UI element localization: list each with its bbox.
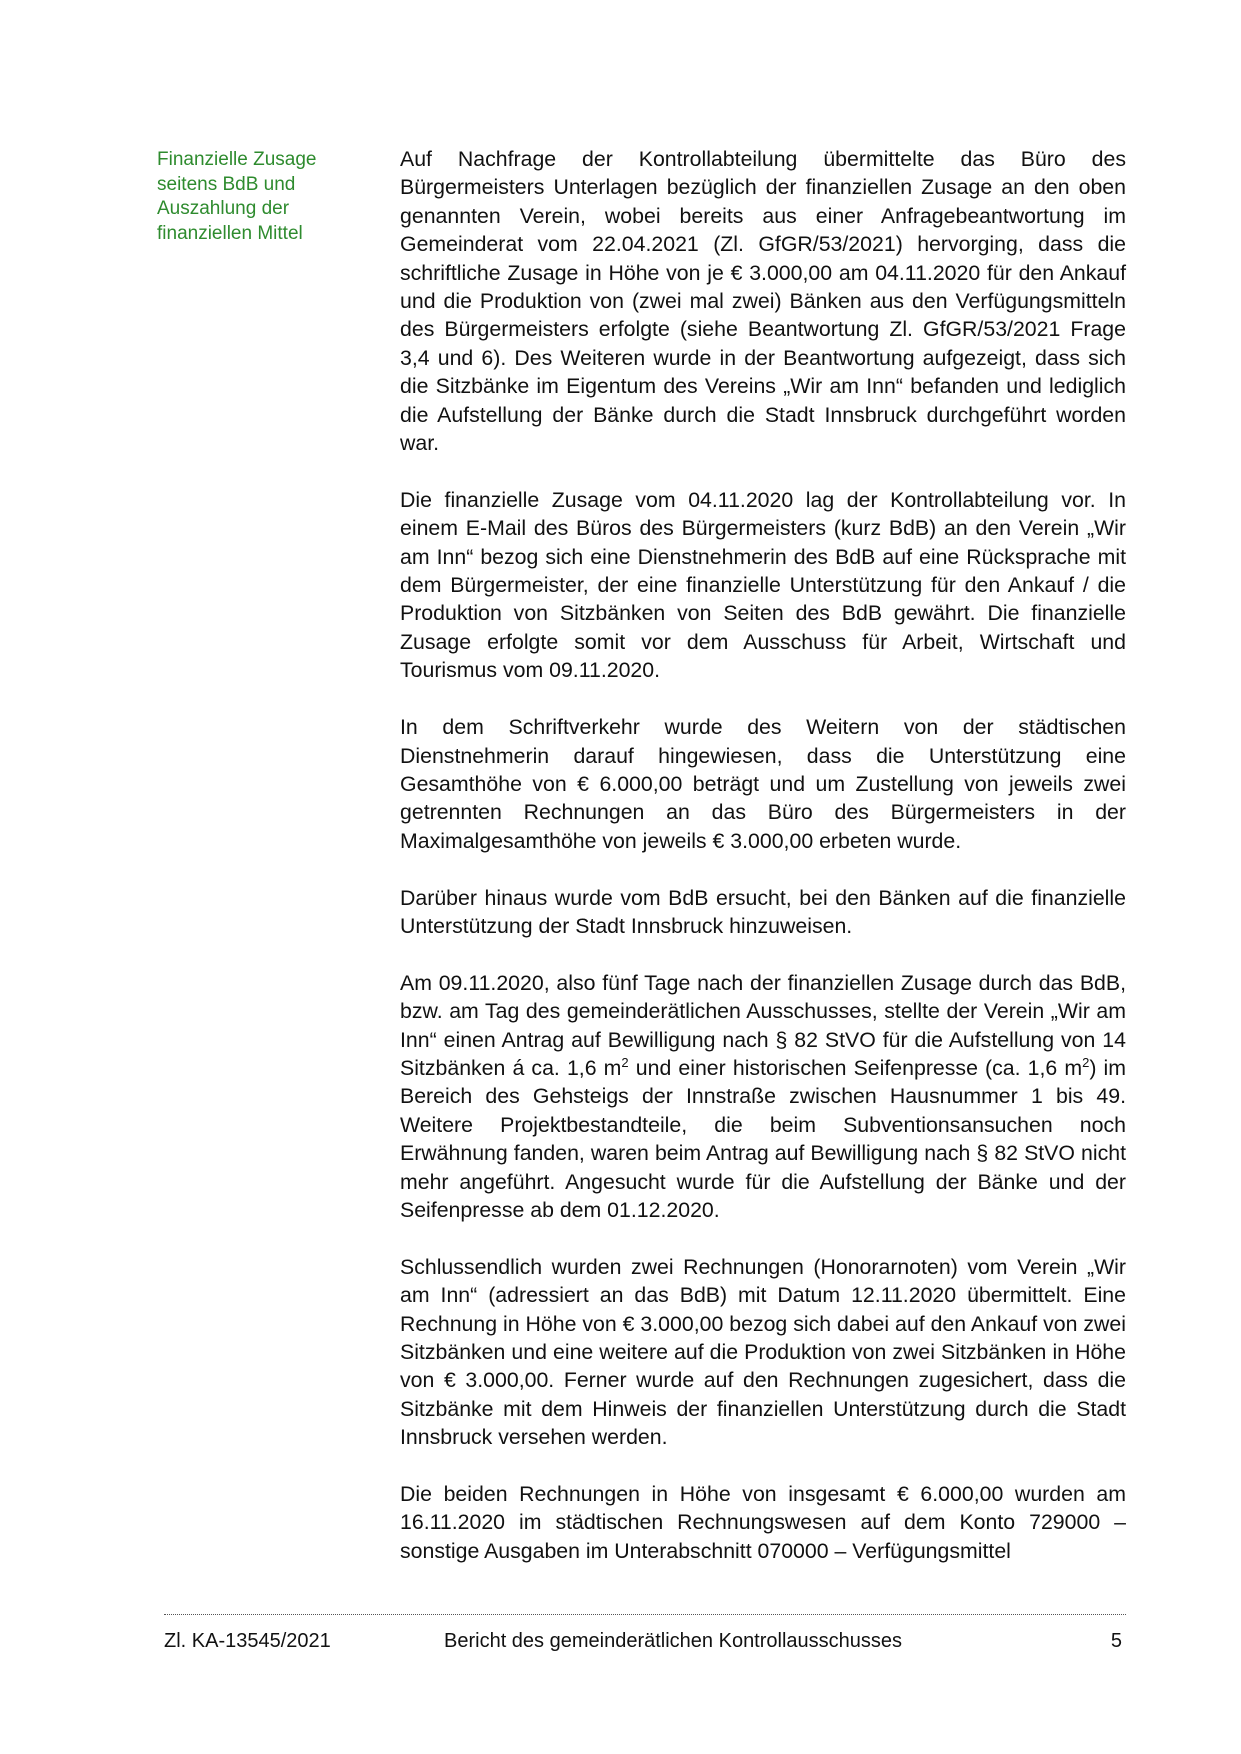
text-run: ) im Bereich des Gehsteigs der Innstraße zwischen Hausnummer 1 bis 49. Weitere Projektbestandteile, die beim Subventionsansuchen noch Erwähnung fanden, waren beim Antrag auf Bewilligung nach § 82 StVO nicht mehr angeführt. Angesucht wurde für die Aufstellung der Bänke und der Seifenpresse ab dem 01.12.2020.: [400, 1055, 1127, 1222]
paragraph: Die finanzielle Zusage vom 04.11.2020 lag der Kontrollabteilung vor. In einem E-Mail des Büros des Bürgermeisters (kurz BdB) an den Verein „Wir am Inn“ bezog sich eine Dienstnehmerin des BdB auf eine Rücksprache mit dem Bürgermeister, der eine finanzielle Unterstützung für den Ankauf / die Produktion von Sitzbänken von Seiten des BdB gewährt. Die finanzielle Zusage erfolgte somit vor dem Ausschuss für Arbeit, Wirtschaft und Tourismus vom 09.11.2020.: [400, 487, 1126, 683]
paragraph: [400, 969, 1126, 1225]
superscript: 2: [1082, 1054, 1090, 1070]
margin-note-line: finanziellen Mittel: [157, 222, 303, 244]
paragraph: Die beiden Rechnungen in Höhe von insgesamt € 6.000,00 wurden am 16.11.2020 im städtischen Rechnungswesen auf dem Konto 729000 – sonstige Ausgaben im Unterabschnitt 070000 – Verfügungsmittel: [400, 1482, 1126, 1563]
paragraph: Schlussendlich wurden zwei Rechnungen (Honorarnoten) vom Verein „Wir am Inn“ (adressiert an das BdB) mit Datum 12.11.2020 übermittelt. Eine Rechnung in Höhe von € 3.000,00 bezog sich dabei auf den Ankauf von zwei Sitzbänken und eine weitere auf die Produktion von zwei Sitzbänken in Höhe von € 3.000,00. Ferner wurde auf den Rechnungen zugesichert, dass die Sitzbänke mit dem Hinweis der finanziellen Unterstützung durch die Stadt Innsbruck versehen werden.: [400, 1254, 1126, 1450]
margin-note-line: seitens BdB und: [157, 173, 296, 195]
margin-note: [157, 148, 357, 246]
footer-divider: [164, 1614, 1126, 1615]
text-run: und einer historischen Seifenpresse (ca. 1,6 m: [628, 1055, 1083, 1080]
page-footer: [164, 1630, 1126, 1656]
document-reference: Zl. KA-13545/2021: [164, 1630, 331, 1652]
page-number: 5: [1110, 1630, 1122, 1652]
paragraph: Darüber hinaus wurde vom BdB ersucht, bei den Bänken auf die finanzielle Unterstützung der Stadt Innsbruck hinzuweisen.: [400, 885, 1126, 938]
superscript: 2: [621, 1054, 629, 1070]
main-text: [400, 145, 1126, 1565]
paragraph: Auf Nachfrage der Kontrollabteilung übermittelte das Büro des Bürgermeisters Unterlagen bezüglich der finanziellen Zusage an den oben genannten Verein, wobei bereits aus einer Anfragebeantwortung im Gemeinderat vom 22.04.2021 (Zl. GfGR/53/2021) hervorging, dass die schriftliche Zusage in Höhe von je € 3.000,00 am 04.11.2020 für den Ankauf und die Produktion von (zwei mal zwei) Bänken aus den Verfügungsmitteln des Bürgermeisters erfolgte (siehe Beantwortung Zl. GfGR/53/2021 Frage 3,4 und 6). Des Weiteren wurde in der Beantwortung aufgezeigt, dass sich die Sitzbänke im Eigentum des Vereins „Wir am Inn“ befanden und lediglich die Aufstellung der Bänke durch die Stadt Innsbruck durchgeführt worden war.: [400, 147, 1126, 456]
paragraph: In dem Schriftverkehr wurde des Weitern von der städtischen Dienstnehmerin darauf hingewiesen, dass die Unterstützung eine Gesamthöhe von € 6.000,00 beträgt und um Zustellung von jeweils zwei getrennten Rechnungen an das Büro des Bürgermeisters in der Maximalgesamthöhe von jeweils € 3.000,00 erbeten wurde.: [400, 715, 1126, 853]
text-run: Am 09.11.2020, also fünf Tage nach der finanziellen Zusage durch das BdB, bzw. am Tag des gemeinderätlichen Ausschusses, stellte der Verein „Wir am Inn“ einen Antrag auf Bewilligung nach § 82 StVO für die Aufstellung von 14 Sitzbänken á ca. 1,6 m: [400, 970, 1126, 1080]
margin-note-line: Auszahlung der: [157, 198, 290, 219]
margin-note-line: Finanzielle Zusage: [157, 149, 317, 170]
report-title: Bericht des gemeinderätlichen Kontrollausschusses: [444, 1630, 903, 1652]
